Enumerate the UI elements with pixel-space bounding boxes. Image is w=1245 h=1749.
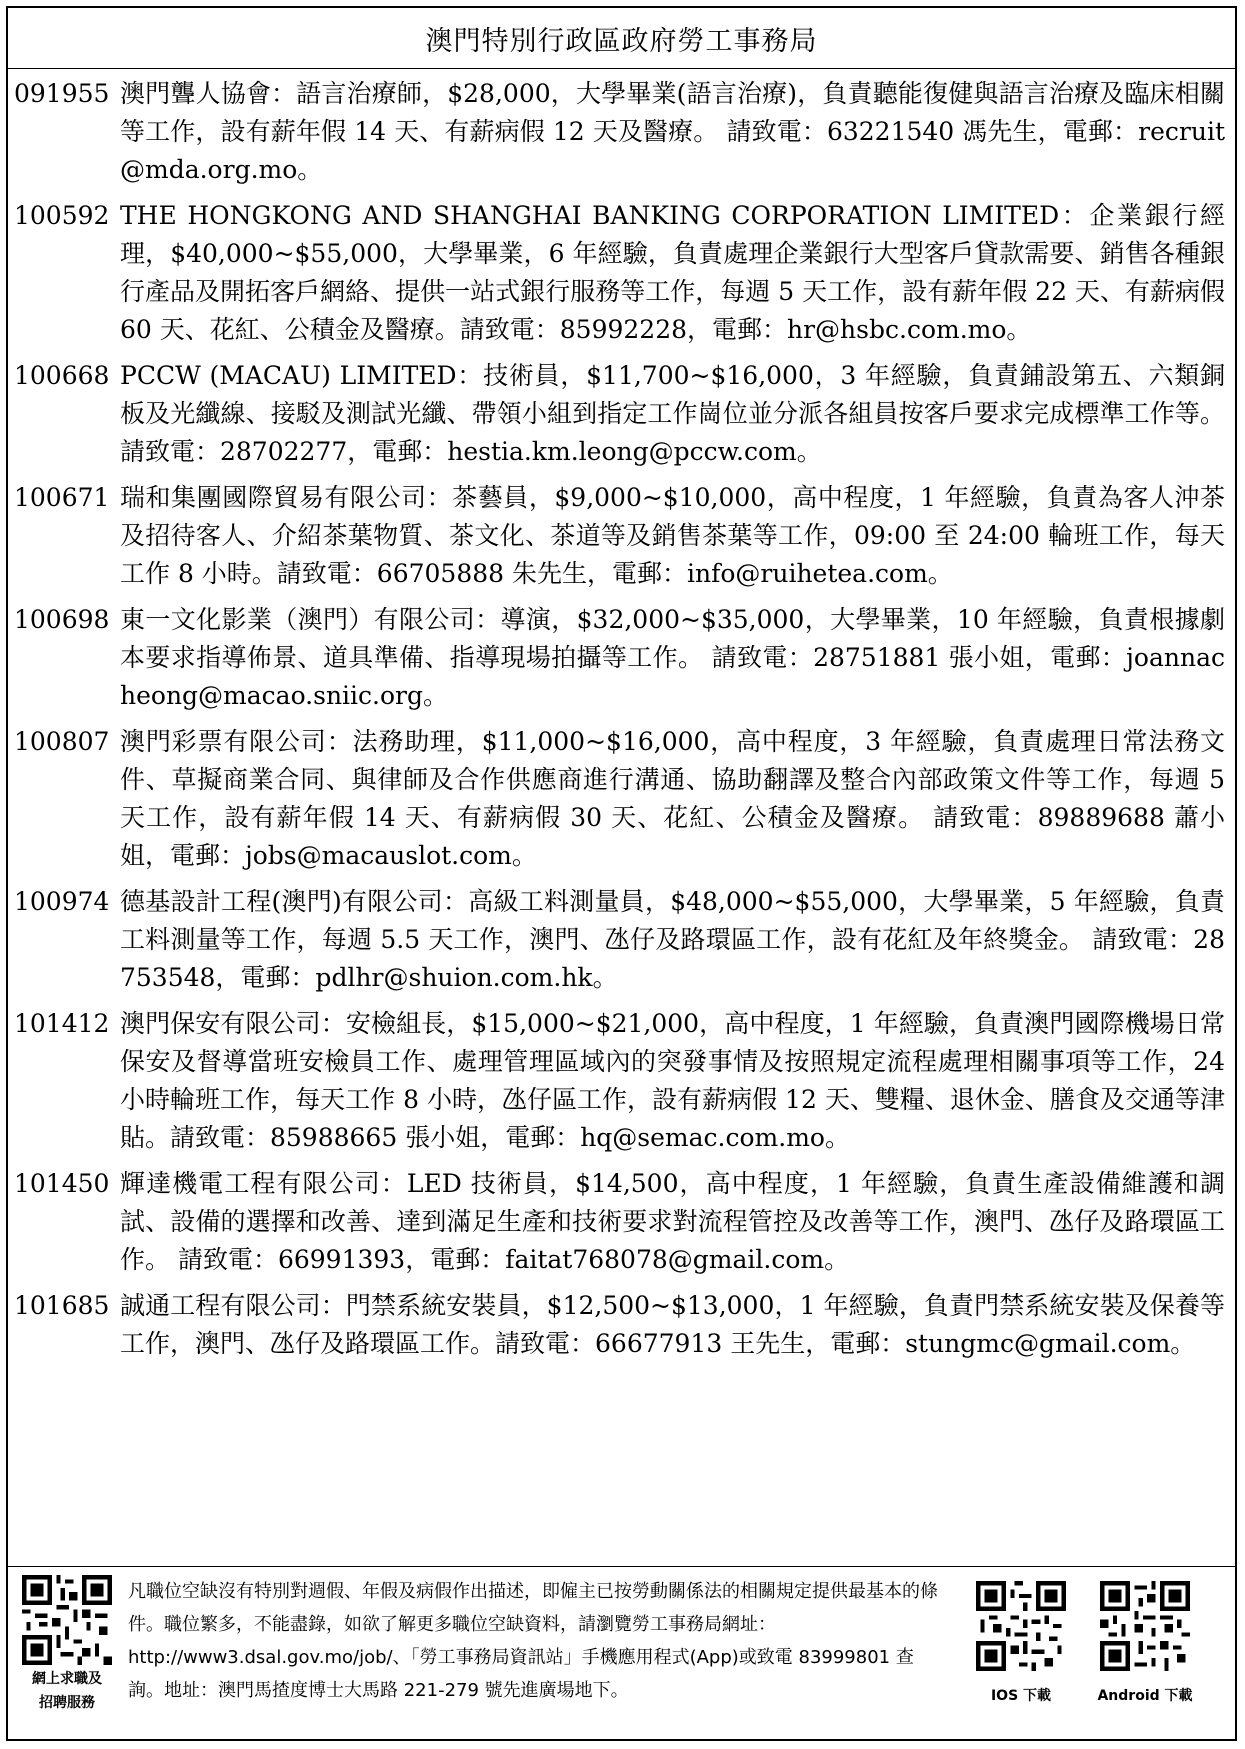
job-listing-101412: [14, 1005, 1225, 1157]
job-description: 澳門保安有限公司：安檢組長，$15,000~$21,000，高中程度，1 年經驗，負責澳門國際機場日常保安及督導當班安檢員工作、處理管理區域內的突發事情及按照規定流程處理相關事項等工作，24 小時輪班工作，每天工作 8 小時，氹仔區工作，設有薪病假 12 天、雙糧、退休金、膳食及交通等津貼。請致電：85988665 張小姐，電郵：hq@semac.com.mo。: [120, 1009, 1225, 1152]
job-service-qr-label: 網上求職及 招聘服務: [32, 1671, 102, 1711]
job-description: 澳門聾人協會：語言治療師，$28,000，大學畢業(語言治療)，負責聽能復健與語言治療及臨床相關等工作，設有薪年假 14 天、有薪病假 12 天及醫療。 請致電：63221540 馮先生，電郵：recruit@mda.org.mo。: [120, 79, 1225, 184]
job-code: 100592: [14, 201, 110, 230]
android-app-qr-code-icon[interactable]: [1100, 1581, 1190, 1671]
job-code: 101450: [14, 1169, 110, 1198]
job-code: 091955: [14, 79, 110, 108]
ios-download-label: IOS 下載: [990, 1688, 1052, 1704]
job-service-qr-code-icon[interactable]: [22, 1575, 112, 1665]
job-description: 德基設計工程(澳門)有限公司：高級工料測量員，$48,000~$55,000，大學畢業，5 年經驗，負責工料測量等工作，每週 5.5 天工作，澳門、氹仔及路環區工作，設有花紅及年終獎金。 請致電：28753548，電郵：pdlhr@shuion.com.hk。: [120, 887, 1225, 992]
job-description: 誠通工程有限公司：門禁系統安裝員，$12,500~$13,000，1 年經驗，負責門禁系統安裝及保養等工作，澳門、氹仔及路環區工作。請致電：66677913 王先生，電郵：stungmc@gmail.com。: [120, 1291, 1225, 1358]
page-title: 澳門特別行政區政府勞工事務局: [425, 25, 818, 57]
job-listing-100698: [14, 601, 1225, 715]
footer: [8, 1566, 1235, 1739]
job-description: PCCW (MACAU) LIMITED：技術員，$11,700~$16,000，3 年經驗，負責鋪設第五、六類銅板及光纖線、接駁及測試光纖、帶領小組到指定工作崗位並分派各組員按客戶要求完成標準工作等。 請致電：28702277，電郵：hestia.km.leong@pccw.com。: [120, 361, 1225, 466]
job-listing-100671: [14, 479, 1225, 593]
job-listings: [8, 69, 1235, 1363]
job-listing-100974: [14, 883, 1225, 997]
job-listing-101685: [14, 1287, 1225, 1363]
notice-frame: [6, 6, 1237, 1741]
job-code: 100698: [14, 605, 110, 634]
job-code: 100671: [14, 483, 110, 512]
footer-notice: 凡職位空缺沒有特別對週假、年假及病假作出描述，即僱主已按勞動關係法的相關規定提供最基本的條件。職位繁多，不能盡錄，如欲了解更多職位空缺資料，請瀏覽勞工事務局網址：http://www3.dsal.gov.mo/job/、「勞工事務局資訊站」手機應用程式(App)或致電 83999801 查詢。地址：澳門馬揸度博士大馬路 221-279 號先進廣場地下。: [128, 1581, 938, 1701]
job-listing-101450: [14, 1165, 1225, 1279]
page-header: [8, 8, 1235, 69]
job-code: 100668: [14, 361, 110, 390]
job-listing-100668: [14, 357, 1225, 471]
job-listing-091955: [14, 75, 1225, 189]
job-description: 東一文化影業（澳門）有限公司：導演，$32,000~$35,000，大學畢業，10 年經驗，負責根據劇本要求指導佈景、道具準備、指導現場拍攝等工作。 請致電：28751881 張小姐，電郵：joannacheong@macao.sniic.org。: [120, 605, 1225, 710]
job-code: 100974: [14, 887, 110, 916]
job-description: THE HONGKONG AND SHANGHAI BANKING CORPORATION LIMITED：企業銀行經理，$40,000~$55,000，大學畢業，6 年經驗，負責處理企業銀行大型客戶貸款需要、銷售各種銀行產品及開拓客戶網絡、提供一站式銀行服務等工作，每週 5 天工作，設有薪年假 22 天、有薪病假 60 天、花紅、公積金及醫療。請致電：85992228，電郵：hr@hsbc.com.mo。: [120, 201, 1225, 344]
job-code: 101412: [14, 1009, 110, 1038]
job-listing-100592: [14, 197, 1225, 349]
job-description: 輝達機電工程有限公司：LED 技術員，$14,500，高中程度，1 年經驗，負責生產設備維護和調試、設備的選擇和改善、達到滿足生產和技術要求對流程管控及改善等工作，澳門、氹仔及路環區工作。 請致電：66991393，電郵：faitat768078@gmail.com。: [120, 1169, 1225, 1274]
job-description: 澳門彩票有限公司：法務助理，$11,000~$16,000，高中程度，3 年經驗，負責處理日常法務文件、草擬商業合同、與律師及合作供應商進行溝通、協助翻譯及整合內部政策文件等工作，每週 5 天工作，設有薪年假 14 天、有薪病假 30 天、花紅、公積金及醫療。 請致電：89889688 蕭小姐，電郵：jobs@macauslot.com。: [120, 727, 1225, 870]
job-description: 瑞和集團國際貿易有限公司：茶藝員，$9,000~$10,000，高中程度，1 年經驗，負責為客人沖茶及招待客人、介紹茶葉物質、茶文化、茶道等及銷售茶葉等工作，09:00 至 24:00 輪班工作，每天工作 8 小時。請致電：66705888 朱先生，電郵：info@ruihetea.com。: [120, 483, 1225, 588]
job-code: 101685: [14, 1291, 110, 1320]
ios-app-qr-code-icon[interactable]: [976, 1581, 1066, 1671]
job-listing-100807: [14, 723, 1225, 875]
job-code: 100807: [14, 727, 110, 756]
android-download-label: Android 下載: [1097, 1688, 1193, 1704]
